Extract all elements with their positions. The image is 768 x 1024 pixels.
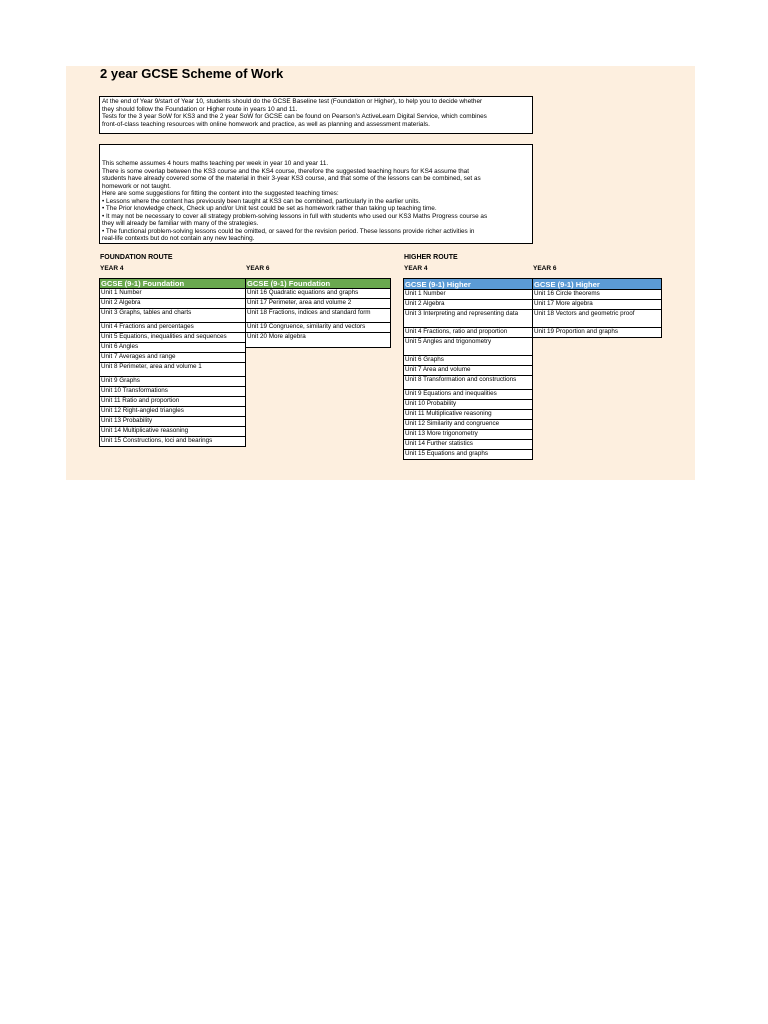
unit-cell: Unit 17 Perimeter, area and volume 2 bbox=[245, 298, 391, 309]
notes-line: • The functional problem-solving lessons could be omitted, or saved for the revision period. These lessons provide richer activities in bbox=[102, 227, 475, 235]
unit-cell: Unit 19 Congruence, similarity and vectors bbox=[245, 322, 391, 333]
unit-cell: Unit 19 Proportion and graphs bbox=[532, 327, 662, 338]
intro-line: they should follow the Foundation or Higher route in years 10 and 11. bbox=[102, 105, 298, 113]
notes-line: There is some overlap between the KS3 course and the KS4 course, therefore the suggested teaching hours for KS4 assume that bbox=[102, 167, 469, 175]
unit-cell: Unit 12 Similarity and congruence bbox=[403, 419, 533, 430]
unit-cell: Unit 6 Graphs bbox=[403, 355, 533, 366]
intro-box bbox=[99, 96, 533, 134]
unit-cell: Unit 1 Number bbox=[99, 288, 246, 299]
notes-line: • It may not be necessary to cover all strategy problem-solving lessons in full with students who used our KS3 Maths Progress course as bbox=[102, 212, 488, 220]
intro-line: At the end of Year 9/start of Year 10, students should do the GCSE Baseline test (Foundation or Higher), to help you to decide whether bbox=[102, 98, 483, 105]
unit-cell: Unit 18 Vectors and geometric proof bbox=[532, 309, 662, 328]
unit-cell: Unit 7 Averages and range bbox=[99, 352, 246, 363]
unit-cell: Unit 1 Number bbox=[403, 289, 533, 300]
foundation-year-b-label: YEAR 6 bbox=[246, 265, 270, 272]
column-header: GCSE (9-1) Foundation bbox=[245, 278, 391, 289]
notes-line: they will already be familiar with many of the strategies. bbox=[102, 220, 259, 227]
unit-cell: Unit 8 Perimeter, area and volume 1 bbox=[99, 362, 246, 377]
foundation-route-label: FOUNDATION ROUTE bbox=[100, 254, 173, 261]
higher-route-label: HIGHER ROUTE bbox=[404, 254, 458, 261]
higher-year-b-label: YEAR 6 bbox=[533, 265, 557, 272]
unit-cell: Unit 14 Further statistics bbox=[403, 439, 533, 450]
unit-cell: Unit 18 Fractions, indices and standard form bbox=[245, 308, 391, 323]
unit-cell: Unit 3 Graphs, tables and charts bbox=[99, 308, 246, 323]
unit-cell: Unit 16 Circle theorems bbox=[532, 289, 662, 300]
unit-cell: Unit 20 More algebra bbox=[245, 332, 391, 348]
unit-cell: Unit 14 Multiplicative reasoning bbox=[99, 426, 246, 437]
unit-cell: Unit 6 Angles bbox=[99, 342, 246, 353]
unit-cell: Unit 11 Multiplicative reasoning bbox=[403, 409, 533, 420]
unit-cell: Unit 8 Transformation and constructions bbox=[403, 375, 533, 390]
unit-cell: Unit 2 Algebra bbox=[99, 298, 246, 309]
notes-line: real-life contexts but do not contain any new teaching. bbox=[102, 235, 255, 242]
unit-cell: Unit 5 Equations, inequalities and sequences bbox=[99, 332, 246, 343]
notes-line: homework or not taught. bbox=[102, 182, 171, 190]
unit-cell: Unit 10 Transformations bbox=[99, 386, 246, 397]
foundation-year-a-label: YEAR 4 bbox=[100, 265, 124, 272]
notes-line: • The Prior knowledge check, Check up and/or Unit test could be set as homework rather than taking up teaching time. bbox=[102, 205, 437, 212]
unit-cell: Unit 12 Right-angled triangles bbox=[99, 406, 246, 417]
notes-line: students have already covered some of the material in their 3-year KS3 course, and that some of the lessons can be combined, set as bbox=[102, 175, 481, 182]
unit-cell: Unit 15 Constructions, loci and bearings bbox=[99, 436, 246, 447]
unit-cell: Unit 13 Probability bbox=[99, 416, 246, 427]
unit-cell: Unit 17 More algebra bbox=[532, 299, 662, 310]
unit-cell: Unit 4 Fractions and percentages bbox=[99, 322, 246, 333]
unit-cell: Unit 11 Ratio and proportion bbox=[99, 396, 246, 407]
column-header: GCSE (9-1) Higher bbox=[532, 278, 662, 290]
intro-line: Tests for the 3 year SoW for KS3 and the 2 year SoW for GCSE can be found on Pearson's ActiveLearn Digital Service, which combines bbox=[102, 113, 487, 120]
unit-cell: Unit 16 Quadratic equations and graphs bbox=[245, 288, 391, 299]
notes-line: • Lessons where the content has previously been taught at KS3 can be combined, particularly in the earlier units. bbox=[102, 197, 421, 205]
unit-cell: Unit 9 Equations and inequalities bbox=[403, 389, 533, 400]
unit-cell: Unit 7 Area and volume bbox=[403, 365, 533, 376]
notes-box bbox=[99, 144, 533, 244]
intro-line: front-of-class teaching resources with online homework and practice, as well as planning and assessment materials. bbox=[102, 120, 430, 128]
notes-line: This scheme assumes 4 hours maths teaching per week in year 10 and year 11. bbox=[102, 160, 329, 167]
page-title: 2 year GCSE Scheme of Work bbox=[100, 66, 284, 81]
column-header: GCSE (9-1) Higher bbox=[403, 278, 533, 290]
unit-cell: Unit 10 Probability bbox=[403, 399, 533, 410]
unit-cell: Unit 15 Equations and graphs bbox=[403, 449, 533, 460]
unit-cell: Unit 13 More trigonometry bbox=[403, 429, 533, 440]
unit-cell: Unit 3 Interpreting and representing data bbox=[403, 309, 533, 328]
column-header: GCSE (9-1) Foundation bbox=[99, 278, 246, 289]
unit-cell: Unit 2 Algebra bbox=[403, 299, 533, 310]
higher-year-a-label: YEAR 4 bbox=[404, 265, 428, 272]
unit-cell: Unit 4 Fractions, ratio and proportion bbox=[403, 327, 533, 338]
notes-line: Here are some suggestions for fitting the content into the suggested teaching times: bbox=[102, 190, 339, 197]
unit-cell: Unit 5 Angles and trigonometry bbox=[403, 337, 533, 356]
unit-cell: Unit 9 Graphs bbox=[99, 376, 246, 387]
